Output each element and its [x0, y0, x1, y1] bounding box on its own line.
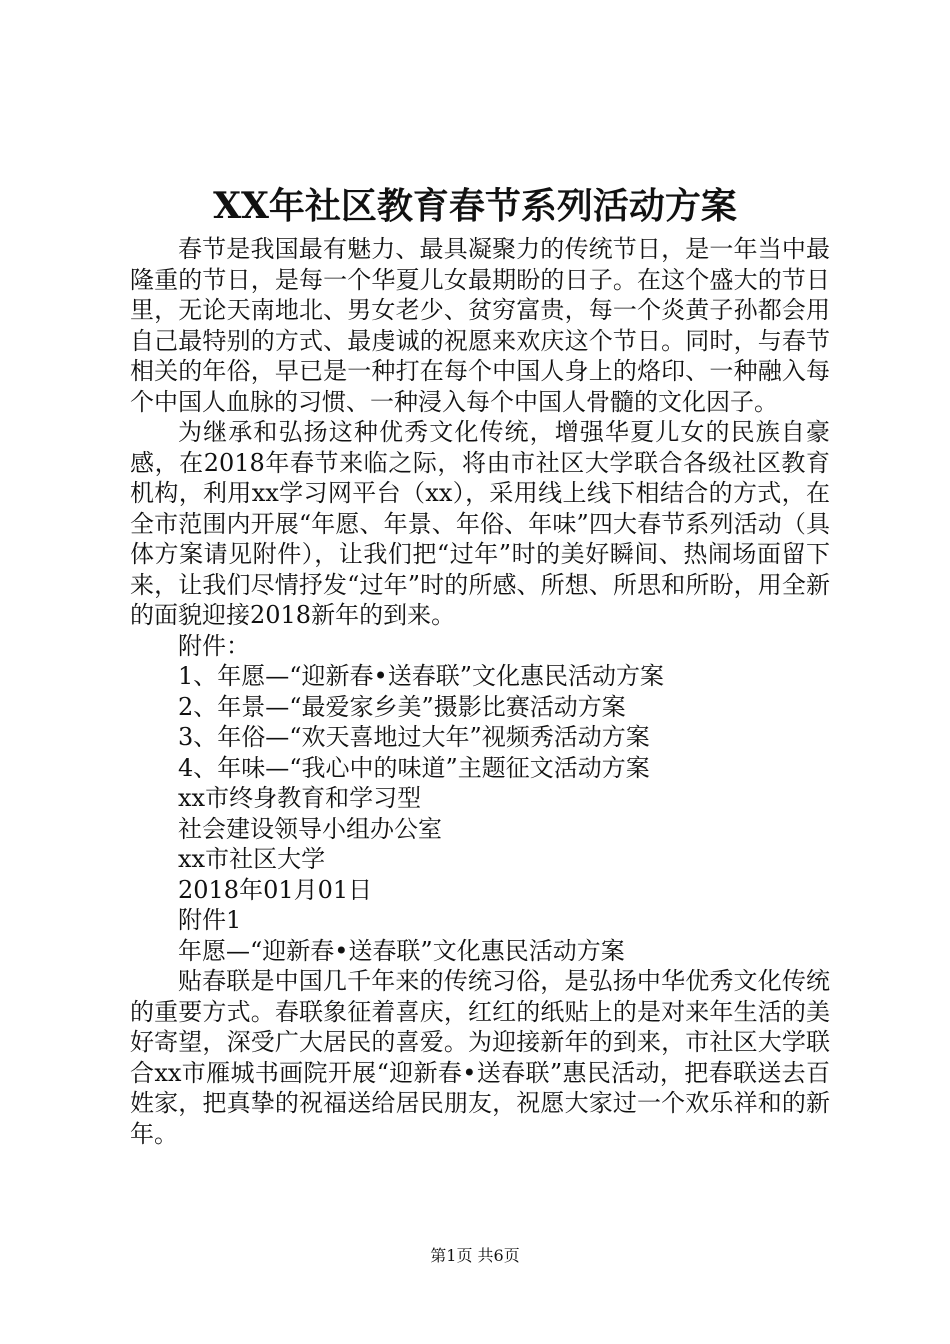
paragraph-intro: 春节是我国最有魅力、最具凝聚力的传统节日，是一年当中最隆重的节日，是每一个华夏儿女最期盼的日子。在这个盛大的节日里，无论天南地北、男女老少、贫穷富贵，每一个炎黄子孙都会用自己最特别的方式、最虔诚的祝愿来欢庆这个节日。同时，与春节相关的年俗，早已是一种打在每个中国人身上的烙印、一种融入每个中国人血脉的习惯、一种浸入每个中国人骨髓的文化因子。: [130, 235, 830, 416]
issuer-line-1: xx市终身教育和学习型: [178, 784, 422, 812]
page-footer: 第1页 共6页: [430, 1246, 520, 1265]
attachments-label: 附件：: [178, 631, 250, 660]
paragraph-purpose: 为继承和弘扬这种优秀文化传统，增强华夏儿女的民族自豪感，在2018年春节来临之际，将由市社区大学联合各级社区教育机构，利用xx学习网平台（xx），采用线上线下相结合的方式，在全市范围内开展“年愿、年景、年俗、年味”四大春节系列活动（具体方案请见附件），让我们把“过年”时的美好瞬间、热闹场面留下来，让我们尽情抒发“过年”时的所感、所想、所思和所盼，用全新的面貌迎接2018新年的到来。: [130, 418, 830, 629]
issuer-line-3: xx市社区大学: [178, 845, 326, 873]
attachment1-title: 年愿—“迎新春•送春联”文化惠民活动方案: [178, 936, 625, 965]
issuer-line-2: 社会建设领导小组办公室: [178, 814, 442, 843]
attachment-item-2: 2、年景—“最爱家乡美”摄影比赛活动方案: [178, 692, 626, 721]
document-title: XX年社区教育春节系列活动方案: [213, 185, 737, 227]
attachment1-label: 附件1: [178, 906, 242, 934]
document-body: [130, 234, 830, 1149]
attachment-item-3: 3、年俗—“欢天喜地过大年”视频秀活动方案: [178, 723, 650, 751]
attachment-item-1: 1、年愿—“迎新春•送春联”文化惠民活动方案: [178, 662, 664, 690]
attachment-item-4: 4、年味—“我心中的味道”主题征文活动方案: [178, 753, 650, 782]
issue-date: 2018年01月01日: [178, 875, 373, 904]
paragraph-couplets: 贴春联是中国几千年来的传统习俗，是弘扬中华优秀文化传统的重要方式。春联象征着喜庆，红红的纸贴上的是对来年生活的美好寄望，深受广大居民的喜爱。为迎接新年的到来，市社区大学联合xx市雁城书画院开展“迎新春•送春联”惠民活动，把春联送去百姓家，把真挚的祝福送给居民朋友，祝愿大家过一个欢乐祥和的新年。: [130, 967, 830, 1148]
